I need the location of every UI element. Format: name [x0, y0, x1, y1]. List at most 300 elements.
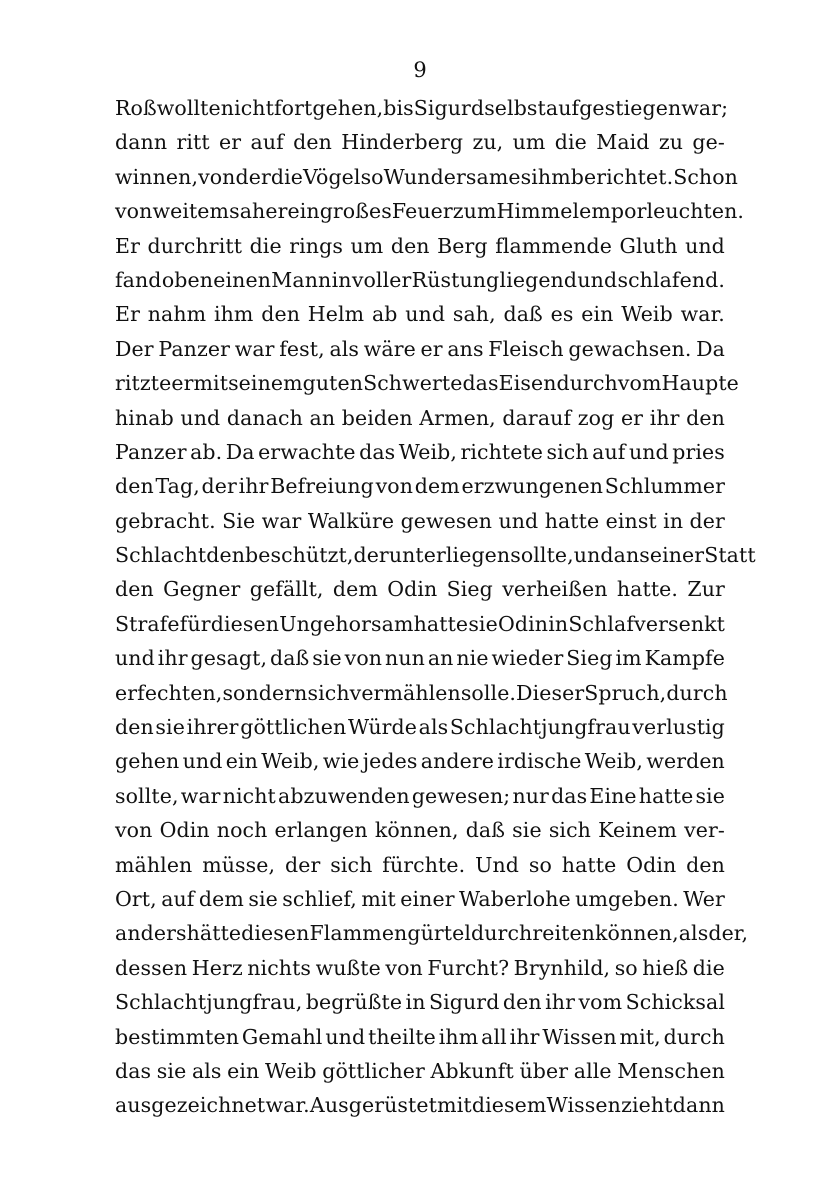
word: Wundersames	[383, 164, 532, 189]
word: erzwungenen	[461, 474, 604, 499]
word: gebracht.	[115, 508, 216, 533]
word: sondern	[222, 680, 308, 705]
word: mit	[361, 886, 396, 911]
word: Wer	[683, 886, 725, 911]
text-line	[115, 572, 725, 606]
word: Haupte	[661, 371, 739, 396]
word: nichts	[247, 955, 312, 980]
text-line	[115, 229, 725, 263]
text-line	[115, 91, 729, 125]
word: nicht	[220, 96, 274, 120]
word: an	[613, 543, 640, 568]
word: Himmel	[496, 199, 580, 224]
text-line	[115, 401, 725, 435]
word: ein	[227, 1058, 260, 1083]
word: seinem	[228, 371, 303, 396]
word: Feuer	[391, 199, 453, 224]
word: Weib	[621, 302, 673, 327]
word: der	[235, 164, 271, 189]
word: diesen	[210, 611, 280, 636]
word: großes	[319, 199, 392, 224]
text-line	[115, 676, 728, 710]
word: Panzer	[115, 439, 187, 464]
word: den	[502, 990, 542, 1015]
word: Mann	[271, 267, 332, 292]
word: er	[620, 405, 644, 430]
word: ein	[287, 199, 320, 224]
word: sich	[548, 818, 591, 843]
word: vermählen	[349, 680, 461, 705]
word: das	[551, 783, 588, 808]
word: müsse,	[202, 852, 276, 877]
word: voller	[351, 267, 412, 292]
word: Statt	[704, 543, 756, 568]
word: ihrer	[186, 715, 239, 740]
word: sah	[229, 199, 266, 224]
word: Walküre	[307, 508, 395, 533]
word: gehen	[115, 749, 180, 774]
word: gewesen;	[411, 783, 511, 808]
word: von	[115, 818, 153, 843]
word: Weib,	[584, 749, 644, 774]
word: sie	[468, 611, 498, 636]
word: sie	[156, 1058, 187, 1083]
word: seiner	[639, 543, 705, 568]
word: hatte	[561, 852, 617, 877]
word: verheißen	[502, 577, 608, 602]
word: Da	[696, 336, 725, 361]
text-line	[115, 882, 725, 916]
word: mählen	[115, 852, 193, 877]
word: einen	[213, 267, 272, 292]
word: flammende	[495, 233, 612, 258]
text-line	[115, 1020, 725, 1054]
word: begrüßte	[305, 990, 403, 1015]
word: Brynhild,	[513, 955, 611, 980]
word: werden	[646, 749, 725, 774]
word: Strafe	[115, 611, 180, 636]
word: Furcht?	[427, 955, 510, 980]
word: Sigurd	[428, 990, 500, 1015]
word: Der	[115, 336, 154, 361]
word: Spruch,	[584, 680, 667, 705]
word: den	[115, 715, 154, 740]
word: Schlachtjungfrau,	[115, 990, 303, 1015]
word: sollte,	[510, 543, 574, 568]
word: durchritt	[147, 233, 243, 258]
word: durch	[666, 680, 728, 705]
word: darauf	[502, 405, 572, 430]
word: Keinem	[598, 818, 677, 843]
word: erlangen	[274, 818, 368, 843]
word: können,	[595, 921, 679, 946]
word: Eisen	[498, 371, 557, 396]
word: Vögel	[302, 164, 361, 189]
word: aufgestiegen	[545, 96, 682, 120]
word: ab	[371, 302, 398, 327]
text-line	[115, 263, 725, 297]
word: gewachsen.	[568, 336, 692, 361]
word: in	[548, 611, 569, 636]
word: daß	[465, 818, 506, 843]
word: Rüstung	[411, 267, 500, 292]
text-line	[115, 366, 739, 400]
word: als	[329, 336, 360, 361]
word: hätte	[186, 921, 242, 946]
word: theilte	[368, 1024, 436, 1049]
word: Gemahl	[241, 1024, 323, 1049]
word: Schlacht	[115, 543, 207, 568]
word: von	[344, 646, 383, 671]
word: und	[325, 1024, 366, 1049]
word: bis	[383, 96, 414, 120]
word: das	[359, 439, 396, 464]
word: emporleuchten.	[579, 199, 745, 224]
word: sie	[695, 783, 725, 808]
text-line	[115, 469, 725, 503]
word: ein	[581, 302, 614, 327]
word: erwachte	[258, 439, 356, 464]
word: mit	[437, 1093, 472, 1118]
word: ab.	[190, 439, 223, 464]
word: für	[179, 611, 211, 636]
word: war.	[680, 302, 725, 327]
word: jedes	[362, 749, 418, 774]
word: und	[180, 405, 221, 430]
word: war.	[265, 1093, 310, 1118]
word: hatte	[638, 783, 694, 808]
word: ihr	[545, 990, 575, 1015]
word: in	[663, 508, 684, 533]
word: Gluth	[619, 233, 678, 258]
word: irdische	[497, 749, 582, 774]
text-line	[115, 297, 725, 331]
word: rings	[289, 233, 343, 258]
word: mit	[193, 371, 229, 396]
word: Roß	[115, 96, 157, 120]
word: auf	[592, 439, 626, 464]
word: dann	[115, 130, 168, 155]
word: dessen	[115, 955, 188, 980]
word: versenkt	[634, 611, 725, 636]
word: von	[385, 955, 423, 980]
word: Abkunft	[430, 1058, 514, 1083]
word: wäre	[363, 336, 416, 361]
word: die	[270, 164, 303, 189]
word: schlief,	[282, 886, 357, 911]
word: den	[261, 302, 300, 327]
word: es	[550, 302, 574, 327]
word: beiden	[341, 405, 413, 430]
word: um	[512, 130, 546, 155]
word: sie	[512, 818, 542, 843]
word: Befreiung	[270, 474, 374, 499]
word: sollte,	[115, 783, 179, 808]
word: Sieg	[566, 646, 613, 671]
word: zu,	[472, 130, 504, 155]
word: er	[171, 371, 194, 396]
word: wollte	[156, 96, 221, 120]
word: und	[182, 749, 223, 774]
word: als	[678, 921, 709, 946]
word: oben	[161, 267, 214, 292]
word: nahm	[147, 302, 207, 327]
word: wieder	[491, 646, 564, 671]
word: den	[206, 543, 245, 568]
text-line	[115, 779, 725, 813]
word: anders	[115, 921, 187, 946]
word: Da	[225, 439, 255, 464]
word: nie	[456, 646, 489, 671]
word: Kampfe	[644, 646, 725, 671]
word: von	[115, 199, 153, 224]
text-line	[115, 194, 745, 228]
word: ge-	[692, 130, 725, 155]
word: er	[219, 130, 242, 155]
word: Schlachtjungfrau	[449, 715, 631, 740]
word: Schwerte	[363, 371, 463, 396]
text-line	[115, 744, 725, 778]
word: nur	[512, 783, 549, 808]
text-line	[115, 504, 725, 538]
word: Zur	[687, 577, 725, 602]
word: und	[573, 543, 614, 568]
word: das	[462, 371, 499, 396]
word: winnen,	[115, 164, 199, 189]
word: liegend	[499, 267, 578, 292]
word: die	[554, 130, 587, 155]
word: Herz	[191, 955, 243, 980]
word: der,	[708, 921, 749, 946]
word: sich	[546, 439, 589, 464]
word: Ort,	[115, 886, 157, 911]
word: Weib,	[261, 749, 320, 774]
word: dann	[672, 1093, 725, 1118]
word: daß	[270, 646, 310, 671]
text-line	[115, 538, 756, 572]
word: der	[285, 852, 321, 877]
word: dem	[414, 474, 460, 499]
word: war	[234, 336, 275, 361]
word: durch	[556, 371, 618, 396]
text-line	[115, 332, 725, 366]
text-line	[115, 710, 725, 744]
word: Tag,	[155, 474, 200, 499]
word: den	[115, 577, 154, 602]
word: Sigurd	[413, 96, 485, 120]
word: ihr	[509, 1024, 540, 1049]
word: danach	[226, 405, 303, 430]
word: und	[577, 267, 618, 292]
word: an	[309, 405, 336, 430]
word: richtete	[460, 439, 544, 464]
text-line	[115, 985, 725, 1019]
text-line	[115, 1088, 725, 1122]
word: sie	[248, 886, 278, 911]
word: all	[481, 1024, 507, 1049]
word: durchreiten	[471, 921, 595, 946]
word: göttlicher	[322, 1058, 425, 1083]
word: fest,	[279, 336, 325, 361]
word: Odin	[626, 852, 677, 877]
word: Gegner	[163, 577, 241, 602]
word: Sie	[222, 508, 256, 533]
word: andere	[420, 749, 494, 774]
word: von	[198, 164, 236, 189]
word: einer	[400, 886, 455, 911]
word: zieht	[621, 1093, 673, 1118]
word: er	[420, 336, 443, 361]
word: Dieser	[516, 680, 585, 705]
word: ihr	[649, 405, 680, 430]
word: den	[115, 474, 154, 499]
word: nicht	[222, 783, 276, 808]
word: ihr	[238, 474, 269, 499]
word: abzuwenden	[278, 783, 410, 808]
word: hatte	[544, 508, 600, 533]
word: ritt	[176, 130, 210, 155]
word: beschützt,	[245, 543, 354, 568]
word: Panzer	[158, 336, 230, 361]
word: selbst	[484, 96, 546, 120]
text-line	[115, 916, 749, 950]
word: hieß	[642, 955, 689, 980]
word: Odin	[497, 611, 549, 636]
word: wie	[322, 749, 360, 774]
word: hinab	[115, 405, 174, 430]
word: und	[685, 233, 725, 258]
word: der	[689, 508, 725, 533]
word: hatte	[413, 611, 469, 636]
word: und	[628, 439, 669, 464]
word: Waberlohe	[459, 886, 571, 911]
word: in	[331, 267, 352, 292]
word: Schlummer	[604, 474, 725, 499]
word: Und	[475, 852, 519, 877]
word: fand	[115, 267, 162, 292]
word: die	[249, 233, 282, 258]
word: über	[519, 1058, 569, 1083]
word: ausgezeichnet	[115, 1093, 266, 1118]
word: Odin	[387, 577, 438, 602]
word: ein	[225, 749, 258, 774]
word: guten	[302, 371, 364, 396]
word: auf	[250, 130, 284, 155]
word: der	[353, 543, 389, 568]
word: vom	[578, 990, 623, 1015]
word: noch	[216, 818, 268, 843]
word: Armen,	[419, 405, 496, 430]
word: durch	[663, 1024, 725, 1049]
word: erfechten,	[115, 680, 223, 705]
word: Odin	[159, 818, 210, 843]
word: ihm	[438, 1024, 479, 1049]
word: Ausgerüstet	[309, 1093, 437, 1118]
word: der	[201, 474, 237, 499]
word: fürchte.	[382, 852, 466, 877]
word: gesagt,	[190, 646, 268, 671]
word: den	[686, 852, 725, 877]
word: als	[418, 715, 449, 740]
word: dem	[198, 886, 244, 911]
word: Maid	[596, 130, 650, 155]
word: ihm	[531, 164, 571, 189]
word: Wissen	[542, 1024, 617, 1049]
word: und	[115, 646, 155, 671]
word: und	[405, 302, 446, 327]
word: weitem	[152, 199, 230, 224]
text-line	[115, 607, 725, 641]
word: sah,	[452, 302, 496, 327]
word: im	[615, 646, 642, 671]
word: schlafend.	[617, 267, 725, 292]
word: war;	[681, 96, 729, 120]
word: das	[115, 1058, 152, 1083]
word: dem	[332, 577, 378, 602]
word: solle.	[460, 680, 517, 705]
text-line	[115, 160, 738, 194]
word: Schicksal	[625, 990, 725, 1015]
text-line	[115, 1054, 725, 1088]
word: zu	[658, 130, 684, 155]
word: Weib,	[398, 439, 457, 464]
word: um	[350, 233, 384, 258]
text-line	[115, 813, 725, 847]
word: ritzte	[115, 371, 172, 396]
word: einst	[605, 508, 657, 533]
word: Hinderberg	[341, 130, 464, 155]
text-line	[115, 951, 725, 985]
text-line	[115, 848, 725, 882]
word: Sieg	[446, 577, 493, 602]
word: Fleisch	[488, 336, 564, 361]
word: von	[375, 474, 414, 499]
word: auf	[161, 886, 195, 911]
word: vom	[617, 371, 662, 396]
word: ans	[447, 336, 484, 361]
word: zum	[452, 199, 497, 224]
word: mit,	[619, 1024, 661, 1049]
word: die	[692, 955, 725, 980]
word: in	[405, 990, 426, 1015]
word: Er	[115, 302, 140, 327]
word: können,	[374, 818, 459, 843]
word: nun	[385, 646, 425, 671]
word: verlustig	[632, 715, 725, 740]
word: den	[390, 233, 430, 258]
text-line	[115, 641, 725, 675]
word: Ungehorsam	[279, 611, 414, 636]
word: daß	[503, 302, 543, 327]
word: ihm	[213, 302, 254, 327]
word: hatte.	[616, 577, 679, 602]
word: zog	[577, 405, 615, 430]
word: als	[191, 1058, 222, 1083]
word: den	[293, 130, 332, 155]
word: so	[528, 852, 552, 877]
word: Berg	[437, 233, 488, 258]
word: sie	[155, 715, 185, 740]
word: göttlichen	[240, 715, 347, 740]
word: gefällt,	[249, 577, 324, 602]
word: berichtet.	[570, 164, 674, 189]
word: fortgehen,	[273, 96, 384, 120]
word: Schon	[673, 164, 738, 189]
word: so	[614, 955, 638, 980]
word: Helm	[307, 302, 365, 327]
word: diesen	[241, 921, 310, 946]
word: war	[261, 508, 302, 533]
